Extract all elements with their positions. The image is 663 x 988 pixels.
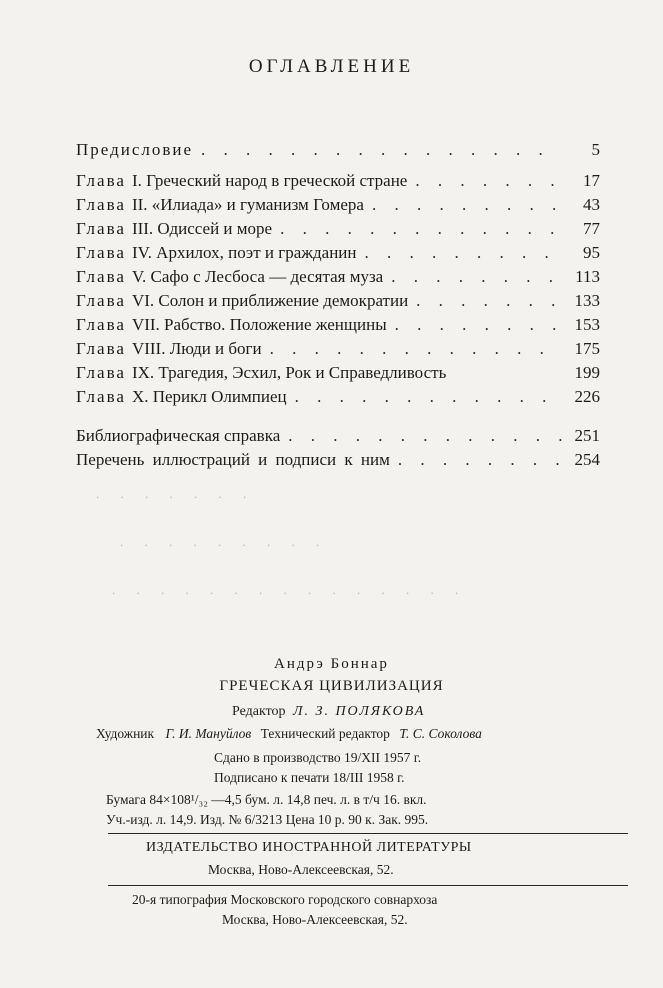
toc-entry-label: Перечень иллюстраций и подписи к ним (76, 450, 390, 469)
show-through-marks: . . . . . . . (96, 486, 256, 501)
toc-chapter-prefix: Глава (76, 315, 126, 334)
publishing-specs: Уч.-изд. л. 14,9. Изд. № 6/3213 Цена 10 р. 90 к. Зак. 995. (106, 812, 429, 827)
editor-line (232, 704, 425, 720)
show-through-marks: . . . . . . . . . . . . . . . (112, 582, 468, 597)
print-date: Подписано к печати 18/III 1958 г. (214, 770, 405, 785)
toc-entry-label: Предисловие (76, 140, 194, 159)
tech-editor-label: Технический редактор (260, 726, 390, 741)
toc-page-number: 43 (583, 195, 600, 214)
paper-specs: Бумага 84×108¹/₃₂ —4,5 бум. л. 14,8 печ. л. в т/ч 16. вкл. (106, 792, 427, 807)
publisher-address: Москва, Ново-Алексеевская, 52. (208, 862, 394, 877)
divider-line (108, 833, 628, 834)
toc-page-number: 251 (574, 426, 600, 445)
divider-line (108, 885, 628, 886)
artist-label: Художник (96, 726, 155, 741)
toc-chapter-prefix: Глава (76, 363, 126, 382)
toc-chapter-title: VI. Солон и приближение демократии (131, 291, 409, 310)
toc-chapter-title: I. Греческий народ в греческой стране (131, 171, 408, 190)
toc-chapter-prefix: Глава (76, 291, 126, 310)
toc-page-number: 226 (574, 387, 600, 406)
toc-entry-label: Библиографическая справка (76, 426, 281, 445)
toc-page-number: 5 (591, 140, 600, 159)
artist-line (96, 726, 482, 742)
editor-label: Редактор (232, 704, 286, 719)
toc-chapter-title: II. «Илиада» и гуманизм Гомера (131, 195, 364, 214)
toc-page-number: 133 (574, 291, 600, 310)
toc-page-number: 17 (583, 171, 600, 190)
printer-name: 20-я типография Московского городского совнархоза (132, 892, 438, 907)
tech-editor-name: Т. С. Соколова (399, 726, 482, 741)
toc-chapter-title: VII. Рабство. Положение женщины (131, 315, 387, 334)
toc-chapter-title: III. Одиссей и море (131, 219, 273, 238)
toc-chapter-prefix: Глава (76, 267, 126, 286)
author-name: Андрэ Боннар (274, 656, 389, 672)
production-date: Сдано в производство 19/XII 1957 г. (214, 750, 422, 765)
artist-name: Г. И. Мануйлов (165, 726, 252, 741)
toc-chapter-title: V. Сафо с Лесбоса — десятая муза (131, 267, 384, 286)
toc-page-number: 113 (575, 267, 600, 286)
toc-chapter-prefix: Глава (76, 219, 126, 238)
toc-page-number: 199 (574, 363, 600, 382)
toc-chapter-prefix: Глава (76, 387, 126, 406)
toc-chapter-title: VIII. Люди и боги (131, 339, 262, 358)
book-title: ГРЕЧЕСКАЯ ЦИВИЛИЗАЦИЯ (219, 678, 444, 694)
toc-page-number: 95 (583, 243, 600, 262)
toc-chapter-title: IV. Архилох, поэт и гражданин (131, 243, 357, 262)
publisher-name: ИЗДАТЕЛЬСТВО ИНОСТРАННОЙ ЛИТЕРАТУРЫ (146, 840, 472, 855)
toc-page-number: 153 (574, 315, 600, 334)
toc-page-number: 254 (574, 450, 600, 469)
show-through-marks: . . . . . . . . . (120, 534, 329, 549)
toc-chapter-prefix: Глава (76, 243, 126, 262)
toc-chapter-prefix: Глава (76, 195, 126, 214)
page-title: ОГЛАВЛЕНИЕ (248, 56, 415, 77)
toc-chapter-prefix: Глава (76, 171, 126, 190)
editor-name: Л. З. ПОЛЯКОВА (293, 704, 426, 719)
toc-chapter-prefix: Глава (76, 339, 126, 358)
toc-chapter-title: X. Перикл Олимпиец (131, 387, 287, 406)
toc-chapter-title: IX. Трагедия, Эсхил, Рок и Справедливость (131, 363, 447, 382)
toc-page-number: 77 (583, 219, 600, 238)
toc-page-number: 175 (574, 339, 600, 358)
printer-address: Москва, Ново-Алексеевская, 52. (222, 912, 408, 927)
